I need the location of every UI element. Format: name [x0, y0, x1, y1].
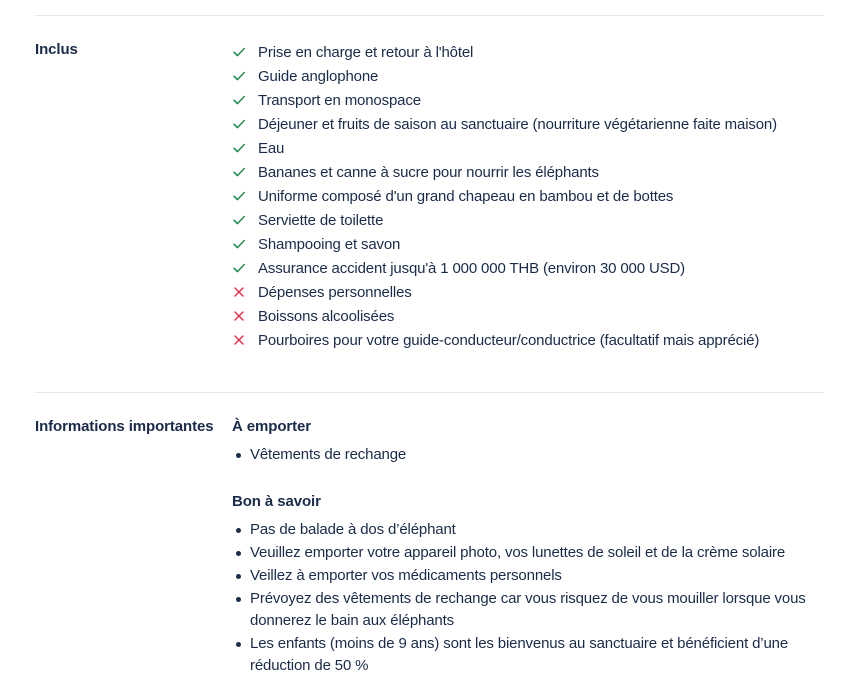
list-item: Veillez à emporter vos médicaments personnels	[232, 565, 825, 587]
what-to-bring-list	[232, 444, 832, 466]
check-icon	[232, 208, 258, 232]
check-icon	[232, 88, 258, 112]
included-item-text: Shampooing et savon	[258, 235, 401, 253]
included-item-text: Eau	[258, 139, 285, 157]
cross-icon	[232, 304, 258, 328]
excluded-item-text: Pourboires pour votre guide-conducteur/conductrice (facultatif mais apprécié)	[258, 331, 760, 349]
list-item: Veuillez emporter votre appareil photo, vos lunettes de soleil et de la crème solaire	[232, 542, 825, 564]
included-item	[232, 112, 777, 136]
check-icon	[232, 136, 258, 160]
included-list	[232, 40, 777, 352]
included-section-label: Inclus	[35, 41, 78, 58]
check-icon	[232, 64, 258, 88]
list-item: Les enfants (moins de 9 ans) sont les bienvenus au sanctuaire et bénéficient d’une réduction de 50 %	[232, 633, 825, 677]
check-icon	[232, 112, 258, 136]
check-icon	[232, 256, 258, 280]
check-icon	[232, 160, 258, 184]
included-item-text: Transport en monospace	[258, 91, 421, 109]
cross-icon	[232, 280, 258, 304]
list-item: Vêtements de rechange	[232, 444, 825, 466]
list-item: Pas de balade à dos d’éléphant	[232, 519, 825, 541]
included-item	[232, 64, 777, 88]
excluded-item	[232, 328, 777, 352]
top-divider	[35, 15, 824, 16]
check-icon	[232, 40, 258, 64]
good-to-know-block	[232, 493, 832, 677]
included-item	[232, 232, 777, 256]
included-item-text: Bananes et canne à sucre pour nourrir les éléphants	[258, 163, 599, 181]
what-to-bring-heading: À emporter	[232, 418, 312, 435]
included-item-text: Guide anglophone	[258, 67, 379, 85]
included-item	[232, 40, 777, 64]
check-icon	[232, 184, 258, 208]
included-item-text: Prise en charge et retour à l'hôtel	[258, 43, 474, 61]
section-divider	[35, 392, 824, 393]
good-to-know-heading: Bon à savoir	[232, 493, 321, 510]
check-icon	[232, 232, 258, 256]
included-item	[232, 160, 777, 184]
excluded-item-text: Boissons alcoolisées	[258, 307, 395, 325]
cross-icon	[232, 328, 258, 352]
excluded-item-text: Dépenses personnelles	[258, 283, 412, 301]
included-item	[232, 256, 777, 280]
included-item	[232, 208, 777, 232]
important-info-section-label: Informations importantes	[35, 418, 214, 435]
list-item: Prévoyez des vêtements de rechange car vous risquez de vous mouiller lorsque vous donnerez le bain aux éléphants	[232, 588, 825, 632]
included-item-text: Uniforme composé d'un grand chapeau en bambou et de bottes	[258, 187, 674, 205]
included-item-text: Assurance accident jusqu'à 1 000 000 THB (environ 30 000 USD)	[258, 259, 686, 277]
included-item	[232, 136, 777, 160]
excluded-item	[232, 304, 777, 328]
included-item-text: Déjeuner et fruits de saison au sanctuaire (nourriture végétarienne faite maison)	[258, 115, 777, 133]
good-to-know-list	[232, 519, 832, 677]
excluded-item	[232, 280, 777, 304]
included-item	[232, 184, 777, 208]
included-item	[232, 88, 777, 112]
included-item-text: Serviette de toilette	[258, 211, 384, 229]
what-to-bring-block	[232, 418, 832, 466]
